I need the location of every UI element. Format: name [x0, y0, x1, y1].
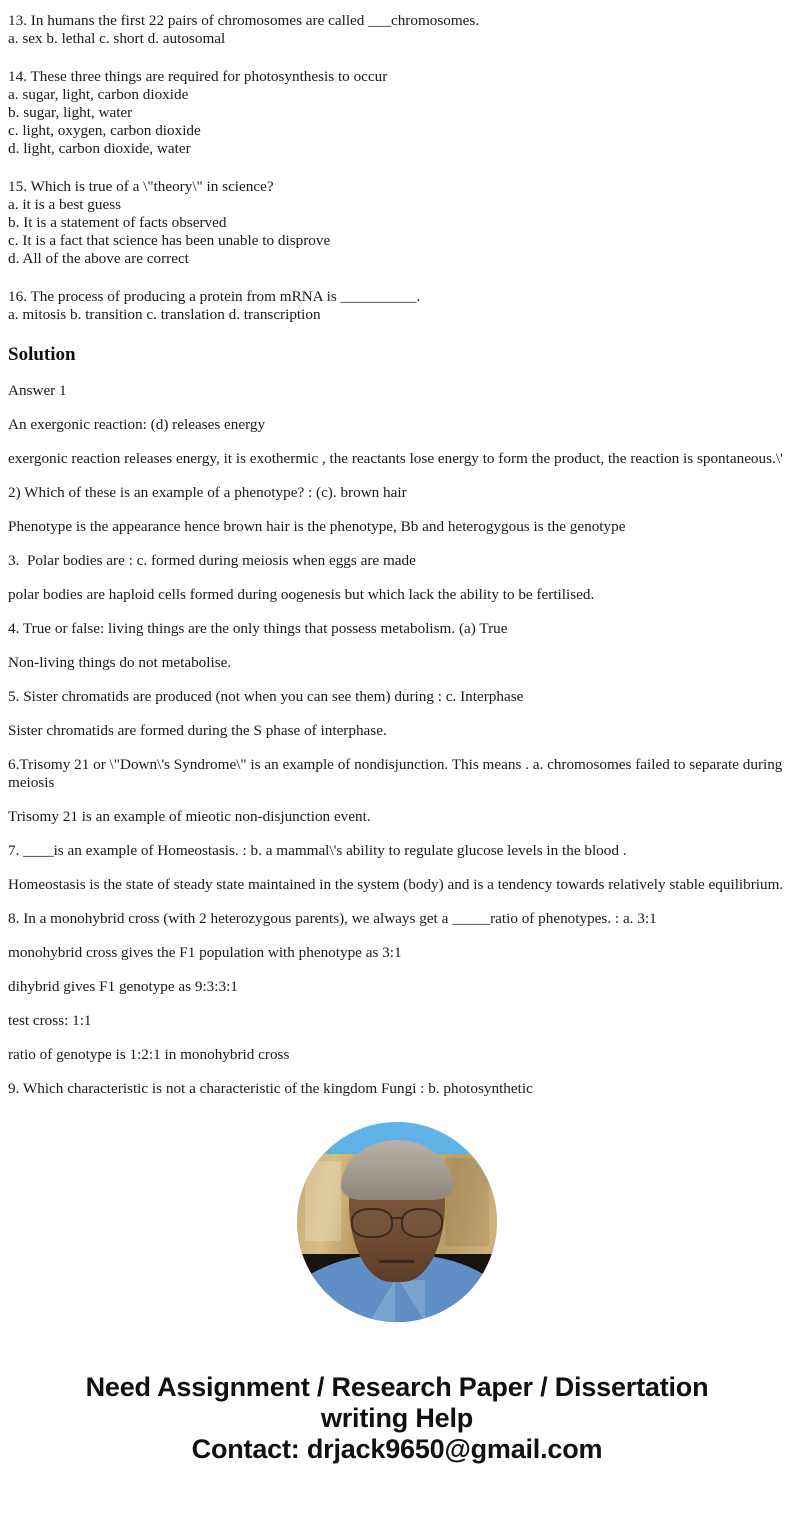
solution-paragraph: 6.Trisomy 21 or \"Down\'s Syndrome\" is an example of nondisjunction. This means . a. chromosomes failed to separate during meiosis: [8, 756, 787, 791]
question-block-14: [8, 68, 786, 158]
question-line: b. It is a statement of facts observed: [8, 214, 227, 231]
avatar-glasses-right-lens: [401, 1208, 443, 1238]
question-line: 16. The process of producing a protein from mRNA is __________.: [8, 288, 421, 305]
avatar-collar-left: [369, 1280, 395, 1322]
question-line: c. light, oxygen, carbon dioxide: [8, 122, 201, 139]
question-block-15: [8, 178, 786, 268]
question-line: d. All of the above are correct: [8, 250, 189, 267]
solution-heading: Solution: [8, 344, 76, 365]
avatar-glasses-left-lens: [351, 1208, 393, 1238]
solution-paragraph: 8. In a monohybrid cross (with 2 heterozygous parents), we always get a _____ratio of phenotypes. : a. 3:1: [8, 910, 657, 927]
question-line: 14. These three things are required for photosynthesis to occur: [8, 68, 388, 85]
solution-paragraph: Non-living things do not metabolise.: [8, 654, 232, 671]
solution-paragraph: exergonic reaction releases energy, it is exothermic , the reactants lose energy to form the product, the reaction is spontaneous.\': [8, 450, 783, 467]
question-line: d. light, carbon dioxide, water: [8, 140, 191, 157]
question-line: b. sugar, light, water: [8, 104, 133, 121]
footer-headline-line1: Need Assignment / Research Paper / Dissertation: [85, 1372, 709, 1402]
question-line: 15. Which is true of a \"theory\" in science?: [8, 178, 274, 195]
question-line: a. it is a best guess: [8, 196, 122, 213]
footer-contact-line: Contact: drjack9650@gmail.com: [191, 1434, 603, 1464]
avatar-container: [8, 1122, 786, 1322]
solution-paragraph: Answer 1: [8, 382, 67, 399]
question-line: a. sex b. lethal c. short d. autosomal: [8, 30, 226, 47]
question-line: a. mitosis b. transition c. translation d. transcription: [8, 306, 321, 323]
solution-paragraph: Homeostasis is the state of steady state maintained in the system (body) and is a tendency towards relatively stable equilibrium.: [8, 876, 784, 893]
solution-paragraph: test cross: 1:1: [8, 1012, 92, 1029]
solution-paragraph: Sister chromatids are formed during the S phase of interphase.: [8, 722, 387, 739]
question-block-13: [8, 12, 786, 48]
solution-paragraph: polar bodies are haploid cells formed during oogenesis but which lack the ability to be fertilised.: [8, 586, 595, 603]
question-block-16: [8, 288, 786, 324]
solution-paragraph: Phenotype is the appearance hence brown hair is the phenotype, Bb and heterogygous is the genotype: [8, 518, 626, 535]
solution-paragraph: 4. True or false: living things are the only things that possess metabolism. (a) True: [8, 620, 508, 637]
solution-paragraph: 3. Polar bodies are : c. formed during meiosis when eggs are made: [8, 552, 416, 569]
solution-paragraph: An exergonic reaction: (d) releases energy: [8, 416, 266, 433]
question-line: c. It is a fact that science has been unable to disprove: [8, 232, 331, 249]
solution-paragraph: monohybrid cross gives the F1 population with phenotype as 3:1: [8, 944, 402, 961]
solution-paragraph: 2) Which of these is an example of a phenotype? : (c). brown hair: [8, 484, 407, 501]
avatar-mouth: [379, 1260, 415, 1263]
solution-paragraph: 7. ____is an example of Homeostasis. : b. a mammal\'s ability to regulate glucose levels in the blood .: [8, 842, 627, 859]
avatar-glasses-bridge: [390, 1217, 404, 1219]
solution-paragraph: 5. Sister chromatids are produced (not when you can see them) during : c. Interphase: [8, 688, 524, 705]
question-line: 13. In humans the first 22 pairs of chromosomes are called ___chromosomes.: [8, 12, 480, 29]
solution-paragraph: Trisomy 21 is an example of mieotic non-disjunction event.: [8, 808, 371, 825]
avatar-collar-right: [399, 1280, 425, 1322]
solution-paragraph: ratio of genotype is 1:2:1 in monohybrid cross: [8, 1046, 290, 1063]
avatar: [297, 1122, 497, 1322]
solution-paragraph: 9. Which characteristic is not a characteristic of the kingdom Fungi : b. photosynthetic: [8, 1080, 533, 1097]
question-line: a. sugar, light, carbon dioxide: [8, 86, 189, 103]
solution-paragraph: dihybrid gives F1 genotype as 9:3:3:1: [8, 978, 238, 995]
footer-headline-line2: writing Help: [320, 1403, 474, 1433]
footer-promo: [8, 1372, 786, 1489]
